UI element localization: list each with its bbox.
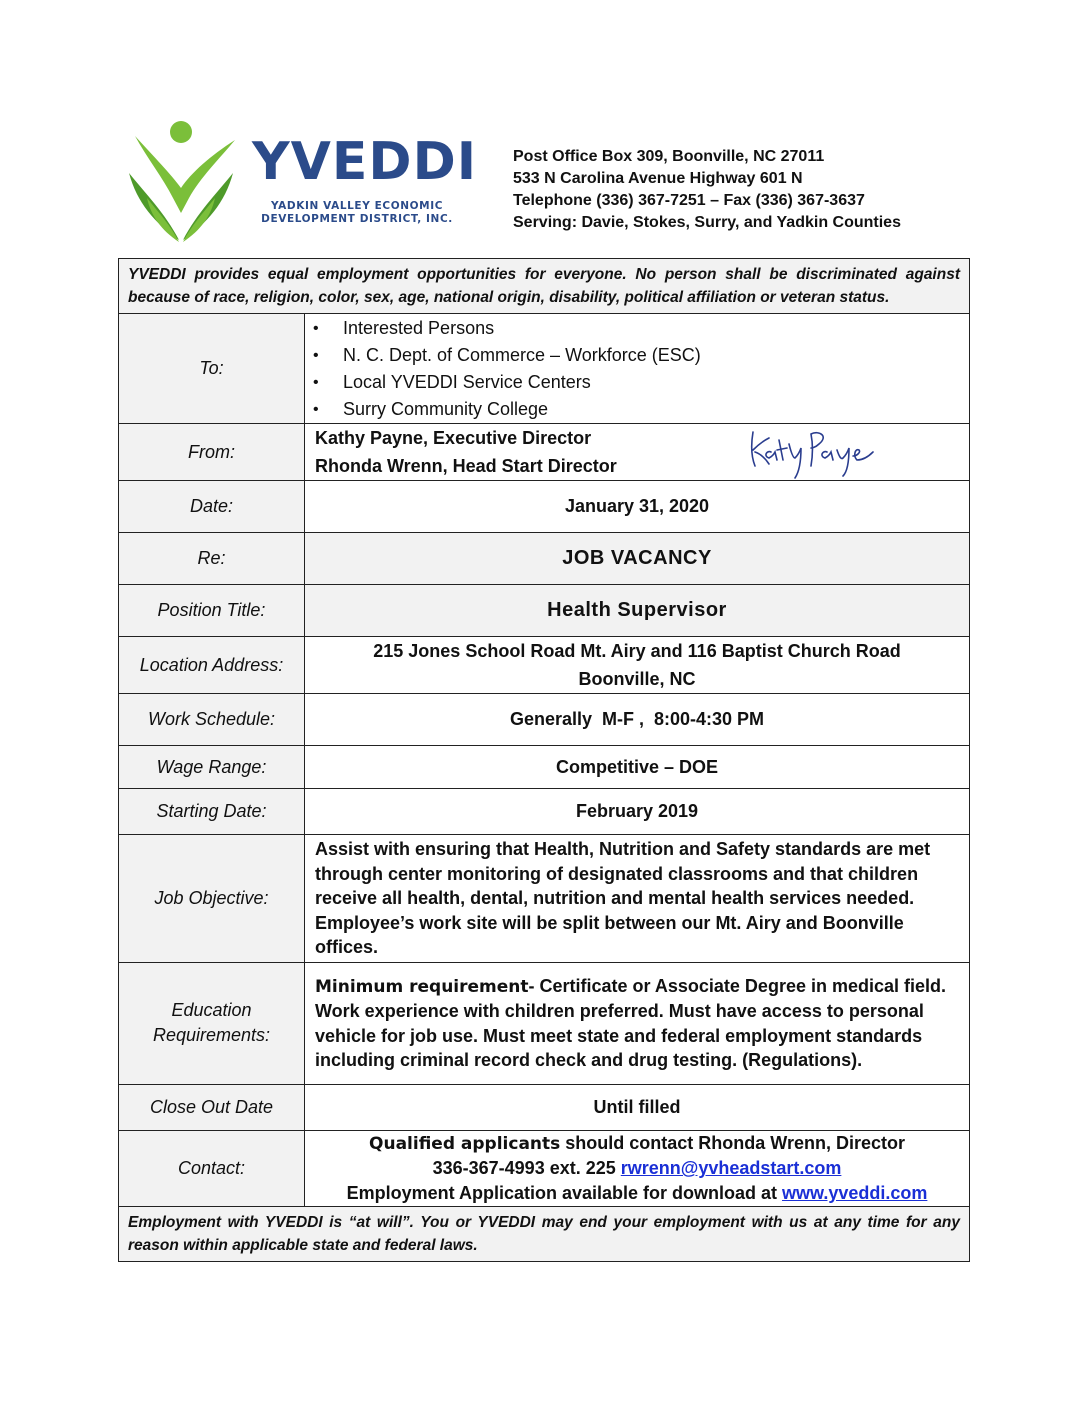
from-row bbox=[119, 424, 970, 481]
wage-row bbox=[119, 746, 970, 789]
starting-value: February 2019 bbox=[305, 789, 970, 835]
list-item: • Local YVEDDI Service Centers bbox=[343, 369, 969, 396]
notice-row bbox=[119, 259, 970, 314]
education-value bbox=[305, 962, 970, 1084]
address-line: 533 N Carolina Avenue Highway 601 N bbox=[513, 170, 803, 187]
education-row bbox=[119, 962, 970, 1084]
date-label: Date: bbox=[119, 481, 305, 533]
contact-text: should contact Rhonda Wrenn, Director bbox=[560, 1132, 905, 1153]
close-label: Close Out Date bbox=[119, 1084, 305, 1130]
schedule-value: Generally M-F , 8:00-4:30 PM bbox=[305, 694, 970, 746]
phone-fax-line: Telephone (336) 367-7251 – Fax (336) 367-3637 bbox=[513, 192, 865, 209]
re-value: JOB VACANCY bbox=[305, 533, 970, 585]
re-row bbox=[119, 533, 970, 585]
contact-phone: 336-367-4993 ext. 225 bbox=[432, 1158, 621, 1179]
application-text: Employment Application available for download at bbox=[346, 1182, 783, 1203]
to-row bbox=[119, 314, 970, 424]
yveddi-logo bbox=[125, 118, 478, 243]
position-label: Position Title: bbox=[119, 585, 305, 637]
education-label-line: Education bbox=[171, 1000, 252, 1020]
education-text: - Certificate or Associate Degree in medical field. Work experience with children preferred. Must have access to personal vehicle for job use. Must meet state and federal employment standards including criminal record check and drug testing. (Regulations). bbox=[315, 975, 947, 1070]
list-item: • Surry Community College bbox=[343, 396, 969, 423]
contact-row bbox=[119, 1130, 970, 1206]
contact-line2 bbox=[305, 1156, 969, 1181]
location-value bbox=[305, 637, 970, 694]
signature-icon bbox=[745, 422, 880, 480]
education-label bbox=[119, 962, 305, 1084]
from-value bbox=[305, 424, 970, 481]
job-vacancy-table bbox=[118, 258, 970, 1262]
contact-lead: Qualified applicants bbox=[369, 1133, 561, 1154]
schedule-row bbox=[119, 694, 970, 746]
to-label: To: bbox=[119, 314, 305, 424]
at-will-notice: Employment with YVEDDI is “at will”. You or YVEDDI may end your employment with us at any time for any reason within applicable state and federal laws. bbox=[119, 1206, 970, 1261]
objective-value: Assist with ensuring that Health, Nutrition and Safety standards are met through center monitoring of designated classrooms and that children receive all health, dental, nutrition and mental health services needed. Employee’s work site will be split between our Mt. Airy and Boonville offices. bbox=[305, 835, 970, 963]
address-line: Post Office Box 309, Boonville, NC 27011 bbox=[513, 148, 825, 165]
wage-value: Competitive – DOE bbox=[305, 746, 970, 789]
date-value: January 31, 2020 bbox=[305, 481, 970, 533]
to-value bbox=[305, 314, 970, 424]
contact-label: Contact: bbox=[119, 1130, 305, 1206]
recipient-list bbox=[305, 315, 969, 423]
from-line: Rhonda Wrenn, Head Start Director bbox=[315, 456, 617, 476]
location-line: 215 Jones School Road Mt. Airy and 116 Baptist Church Road bbox=[373, 641, 901, 661]
list-item: • N. C. Dept. of Commerce – Workforce (ESC) bbox=[343, 342, 969, 369]
education-label-line: Requirements: bbox=[152, 1025, 271, 1045]
from-label: From: bbox=[119, 424, 305, 481]
location-label: Location Address: bbox=[119, 637, 305, 694]
logo-subtitle bbox=[252, 200, 462, 226]
logo-figure-icon bbox=[125, 118, 250, 243]
serving-line: Serving: Davie, Stokes, Surry, and Yadkin Counties bbox=[513, 214, 901, 231]
logo-wordmark: YVEDDI bbox=[252, 132, 478, 192]
address-block bbox=[513, 146, 901, 234]
contact-line3 bbox=[305, 1181, 969, 1206]
starting-label: Starting Date: bbox=[119, 789, 305, 835]
from-line: Kathy Payne, Executive Director bbox=[315, 428, 592, 448]
logo-subtitle-line2: DEVELOPMENT DISTRICT, INC. bbox=[261, 213, 453, 225]
list-item: • Interested Persons bbox=[343, 315, 969, 342]
position-row bbox=[119, 585, 970, 637]
schedule-label: Work Schedule: bbox=[119, 694, 305, 746]
logo-subtitle-line1: YADKIN VALLEY ECONOMIC bbox=[270, 200, 444, 212]
from-block bbox=[305, 424, 969, 480]
contact-value bbox=[305, 1130, 970, 1206]
close-row bbox=[119, 1084, 970, 1130]
wage-label: Wage Range: bbox=[119, 746, 305, 789]
starting-row bbox=[119, 789, 970, 835]
email-link[interactable]: rwrenn@yvheadstart.com bbox=[620, 1158, 842, 1179]
objective-label: Job Objective: bbox=[119, 835, 305, 963]
close-value: Until filled bbox=[305, 1084, 970, 1130]
date-row bbox=[119, 481, 970, 533]
equal-opportunity-notice: YVEDDI provides equal employment opportunities for everyone. No person shall be discriminated against because of race, religion, color, sex, age, national origin, disability, political affiliation or veteran status. bbox=[119, 259, 970, 314]
location-line: Boonville, NC bbox=[578, 669, 696, 689]
footer-row bbox=[119, 1206, 970, 1261]
re-label: Re: bbox=[119, 533, 305, 585]
location-row bbox=[119, 637, 970, 694]
objective-row bbox=[119, 835, 970, 963]
education-lead: Minimum requirement bbox=[315, 976, 529, 997]
website-link[interactable]: www.yveddi.com bbox=[782, 1182, 928, 1203]
contact-line1 bbox=[305, 1131, 969, 1157]
position-value: Health Supervisor bbox=[305, 585, 970, 637]
